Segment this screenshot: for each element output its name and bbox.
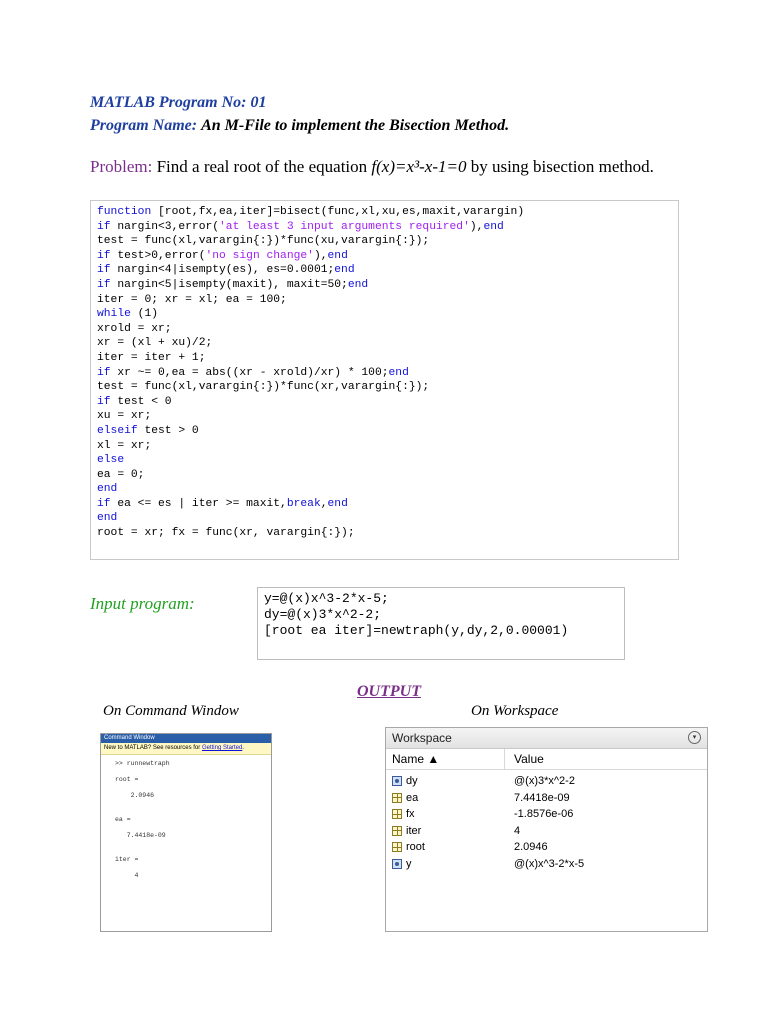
panel-menu-icon[interactable]: ▾	[688, 731, 701, 744]
code-line: xu = xr;	[97, 410, 152, 423]
input-program-box	[257, 587, 625, 660]
code-line: root = xr; fx = func(xr, varargin{:});	[97, 527, 355, 540]
value-column-header[interactable]: Value	[514, 752, 544, 766]
input-code-line: [root ea iter]=newtraph(y,dy,2,0.00001)	[264, 623, 569, 638]
column-divider[interactable]	[504, 749, 505, 769]
variable-grid-icon	[392, 809, 402, 819]
output-title: OUTPUT	[357, 683, 421, 700]
command-window-screenshot	[100, 733, 272, 932]
code-line: if nargin<5|isempty(maxit), maxit=50;end	[97, 278, 369, 291]
workspace-caption: On Workspace	[471, 703, 559, 719]
workspace-row[interactable]	[386, 839, 707, 856]
code-line: while (1)	[97, 308, 159, 321]
problem-label: Problem:	[90, 157, 153, 176]
variable-name: ea	[406, 791, 419, 804]
code-listing-box	[90, 200, 679, 560]
variable-name: root	[406, 841, 425, 853]
name-column-header[interactable]: Name ▲	[392, 752, 440, 766]
code-line: xr = (xl + xu)/2;	[97, 337, 213, 350]
variable-name: fx	[406, 808, 415, 820]
variable-name: iter	[406, 824, 422, 837]
code-line: test = func(xl,varargin{:})*func(xr,varargin{:});	[97, 381, 430, 394]
code-line: ea = 0;	[97, 468, 145, 481]
command-window-output: >> runnewtraph root = 2.0946 ea = 7.4418e-09 iter = 4	[115, 760, 170, 879]
variable-value: 7.4418e-09	[514, 791, 570, 804]
workspace-title: Workspace	[392, 731, 452, 745]
program-name	[90, 117, 509, 135]
variable-name: y	[406, 857, 412, 870]
code-line: end	[97, 483, 118, 496]
code-line: else	[97, 454, 125, 467]
problem-text-before: Find a real root of the equation	[156, 157, 368, 176]
code-line: test = func(xl,varargin{:})*func(xu,varargin{:});	[97, 235, 430, 248]
variable-value: @(x)x^3-2*x-5	[514, 857, 585, 870]
code-listing	[91, 201, 678, 541]
code-line: end	[97, 512, 118, 525]
problem-equation: f(x)=x³-x-1=0	[371, 157, 467, 176]
variable-value: -1.8576e-06	[514, 808, 574, 820]
workspace-title-bar	[386, 728, 707, 749]
workspace-row[interactable]	[386, 806, 707, 823]
workspace-row[interactable]	[386, 823, 707, 840]
workspace-row[interactable]	[386, 790, 707, 807]
code-line: xl = xr;	[97, 439, 152, 452]
code-line: if ea <= es | iter >= maxit,break,end	[97, 497, 348, 510]
variable-value: 4	[514, 824, 521, 837]
command-window-info-end: .	[242, 745, 244, 751]
code-line: xrold = xr;	[97, 322, 172, 335]
function-handle-icon	[392, 776, 402, 786]
variable-value: @(x)3*x^2-2	[514, 775, 575, 787]
input-code-line: y=@(x)x^3-2*x-5;	[264, 591, 389, 606]
workspace-variable-list	[386, 770, 707, 872]
input-code-line: dy=@(x)3*x^2-2;	[264, 607, 382, 622]
input-program-label: Input program:	[90, 594, 195, 613]
variable-grid-icon	[392, 842, 402, 852]
program-name-value: An M-File to implement the Bisection Method.	[201, 117, 510, 134]
command-window-info-bar	[101, 743, 271, 755]
variable-value: 2.0946	[514, 841, 548, 853]
program-number: MATLAB Program No: 01	[90, 94, 267, 111]
code-line: if nargin<3,error('at least 3 input arguments required'),end	[97, 220, 504, 233]
command-window-title: Command Window	[101, 734, 271, 743]
code-line: if nargin<4|isempty(es), es=0.0001;end	[97, 264, 355, 277]
program-name-label: Program Name:	[90, 117, 198, 134]
problem-statement	[90, 157, 654, 177]
workspace-panel	[385, 727, 708, 932]
function-handle-icon	[392, 859, 402, 869]
input-program-code	[258, 588, 624, 639]
code-line: if xr ~= 0,ea = abs((xr - xrold)/xr) * 100;end	[97, 366, 409, 379]
problem-text-after: by using bisection method.	[470, 157, 654, 176]
getting-started-link[interactable]: Getting Started	[201, 745, 243, 751]
workspace-row[interactable]	[386, 856, 707, 873]
code-line: elseif test > 0	[97, 424, 199, 437]
code-line: iter = 0; xr = xl; ea = 100;	[97, 293, 287, 306]
variable-grid-icon	[392, 793, 402, 803]
variable-grid-icon	[392, 826, 402, 836]
code-line: if test>0,error('no sign change'),end	[97, 249, 348, 262]
workspace-header	[386, 749, 707, 770]
code-line: if test < 0	[97, 395, 172, 408]
code-line: iter = iter + 1;	[97, 351, 206, 364]
command-window-info-text: New to MATLAB? See resources for	[104, 745, 202, 751]
workspace-row[interactable]	[386, 773, 707, 790]
variable-name: dy	[406, 775, 418, 787]
command-window-caption: On Command Window	[103, 703, 239, 719]
code-line: function [root,fx,ea,iter]=bisect(func,xl,xu,es,maxit,varargin)	[97, 206, 525, 218]
